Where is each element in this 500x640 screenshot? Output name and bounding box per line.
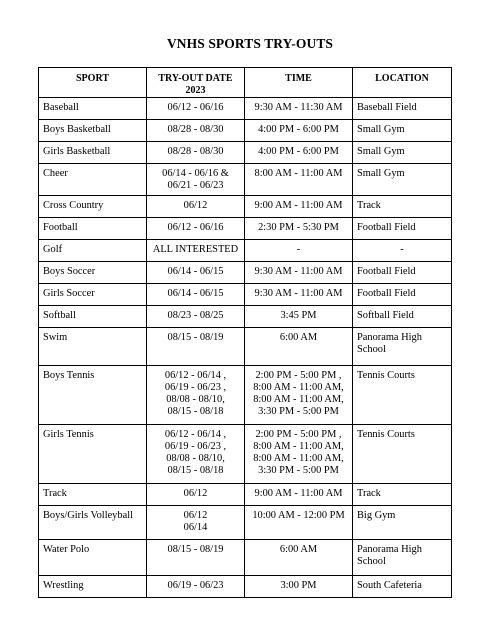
cell-time-line: - [296, 244, 301, 255]
table-header-row [39, 68, 452, 98]
table-row [39, 576, 452, 598]
cell-tryout-date-line: 06/12 [183, 200, 208, 211]
cell-tryout-date-line: ALL INTERESTED [152, 244, 239, 255]
table-row [39, 506, 452, 540]
header-date-line1: TRY-OUT DATE [158, 73, 233, 84]
cell-time [245, 218, 353, 240]
cell-tryout-date [147, 196, 245, 218]
cell-tryout-date-line: 06/21 - 06/23 [167, 180, 224, 191]
cell-time-line: 3:30 PM - 5:00 PM [258, 406, 339, 417]
cell-time [245, 164, 353, 196]
header-sport: SPORT [39, 68, 147, 98]
cell-tryout-date-line: 06/19 - 06/23 , [164, 441, 227, 452]
cell-location-line: School [357, 344, 386, 355]
cell-location [353, 284, 452, 306]
header-time: TIME [245, 68, 353, 98]
cell-time-line: 2:00 PM - 5:00 PM , [255, 429, 342, 440]
table-row [39, 120, 452, 142]
cell-tryout-date-line: 06/12 - 06/14 , [164, 370, 227, 381]
cell-location-line: Tennis Courts [357, 370, 415, 381]
cell-location [353, 506, 452, 540]
cell-location [353, 262, 452, 284]
cell-location [353, 218, 452, 240]
cell-location-line: Small Gym [357, 146, 405, 157]
cell-tryout-date [147, 120, 245, 142]
cell-tryout-date-line: 08/28 - 08/30 [167, 146, 224, 157]
cell-tryout-date-line: 08/15 - 08/18 [167, 406, 224, 417]
cell-time [245, 506, 353, 540]
cell-sport: Baseball [39, 98, 147, 120]
cell-tryout-date [147, 366, 245, 425]
cell-tryout-date-line: 06/14 [183, 522, 208, 533]
cell-location [353, 142, 452, 164]
cell-sport: Football [39, 218, 147, 240]
cell-time-line: 9:30 AM - 11:00 AM [254, 266, 343, 277]
cell-tryout-date-line: 08/08 - 08/10, [166, 453, 225, 464]
cell-tryout-date [147, 484, 245, 506]
cell-tryout-date [147, 142, 245, 164]
table-row [39, 366, 452, 425]
table-row [39, 218, 452, 240]
cell-sport: Girls Tennis [39, 425, 147, 484]
table-row [39, 240, 452, 262]
cell-sport: Water Polo [39, 540, 147, 576]
table-row [39, 425, 452, 484]
cell-location-line: - [400, 244, 404, 255]
cell-location [353, 366, 452, 425]
cell-tryout-date-line: 08/23 - 08/25 [167, 310, 224, 321]
cell-time-line: 8:00 AM - 11:00 AM, [253, 453, 344, 464]
cell-location [353, 240, 452, 262]
cell-tryout-date-line: 06/14 - 06/15 [167, 288, 224, 299]
cell-time [245, 576, 353, 598]
cell-location-line: South Cafeteria [357, 580, 422, 591]
header-location: LOCATION [353, 68, 452, 98]
cell-location [353, 425, 452, 484]
table-row [39, 284, 452, 306]
table-row [39, 142, 452, 164]
cell-location-line: Track [357, 200, 381, 211]
cell-location [353, 196, 452, 218]
cell-time-line: 9:30 AM - 11:30 AM [254, 102, 343, 113]
cell-tryout-date [147, 98, 245, 120]
cell-tryout-date [147, 262, 245, 284]
cell-location-line: Softball Field [357, 310, 414, 321]
cell-time-line: 3:30 PM - 5:00 PM [258, 465, 339, 476]
cell-time [245, 196, 353, 218]
cell-time [245, 306, 353, 328]
cell-time-line: 6:00 AM [279, 332, 318, 343]
cell-tryout-date-line: 06/12 - 06/16 [167, 102, 224, 113]
tryouts-table [38, 67, 452, 598]
cell-tryout-date-line: 08/28 - 08/30 [167, 124, 224, 135]
table-row [39, 484, 452, 506]
cell-time [245, 328, 353, 366]
table-row [39, 98, 452, 120]
cell-location-line: Small Gym [357, 124, 405, 135]
cell-time [245, 240, 353, 262]
cell-tryout-date [147, 540, 245, 576]
cell-time-line: 6:00 AM [279, 544, 318, 555]
table-row [39, 540, 452, 576]
cell-location-line: Panorama High [357, 544, 422, 555]
cell-tryout-date [147, 306, 245, 328]
cell-location-line: Football Field [357, 222, 416, 233]
cell-time-line: 10:00 AM - 12:00 PM [252, 510, 345, 521]
cell-sport: Girls Soccer [39, 284, 147, 306]
cell-sport: Boys Soccer [39, 262, 147, 284]
cell-time-line: 3:00 PM [280, 580, 317, 591]
cell-sport: Wrestling [39, 576, 147, 598]
cell-time [245, 262, 353, 284]
cell-time-line: 2:30 PM - 5:30 PM [258, 222, 339, 233]
cell-sport: Swim [39, 328, 147, 366]
cell-time [245, 366, 353, 425]
table-row [39, 328, 452, 366]
cell-tryout-date-line: 08/08 - 08/10, [166, 394, 225, 405]
cell-location [353, 120, 452, 142]
cell-tryout-date-line: 08/15 - 08/18 [167, 465, 224, 476]
cell-tryout-date [147, 328, 245, 366]
cell-time-line: 8:00 AM - 11:00 AM, [253, 441, 344, 452]
cell-location [353, 306, 452, 328]
cell-tryout-date [147, 240, 245, 262]
cell-tryout-date [147, 164, 245, 196]
cell-location-line: Baseball Field [357, 102, 417, 113]
cell-time-line: 2:00 PM - 5:00 PM , [255, 370, 342, 381]
header-date-line2: 2023 [185, 85, 206, 96]
header-tryout-date [147, 68, 245, 98]
cell-sport: Golf [39, 240, 147, 262]
cell-tryout-date [147, 284, 245, 306]
cell-location-line: Football Field [357, 288, 416, 299]
cell-tryout-date-line: 06/14 - 06/16 & [162, 168, 229, 179]
cell-sport: Track [39, 484, 147, 506]
cell-tryout-date-line: 06/12 [183, 510, 208, 521]
cell-tryout-date-line: 08/15 - 08/19 [167, 544, 224, 555]
cell-location-line: School [357, 556, 386, 567]
cell-time-line: 9:00 AM - 11:00 AM [254, 488, 343, 499]
cell-time [245, 484, 353, 506]
cell-sport: Cross Country [39, 196, 147, 218]
cell-time [245, 540, 353, 576]
cell-time [245, 425, 353, 484]
cell-tryout-date-line: 06/12 - 06/16 [167, 222, 224, 233]
cell-tryout-date-line: 06/12 [183, 488, 208, 499]
cell-location [353, 576, 452, 598]
cell-time [245, 142, 353, 164]
cell-tryout-date [147, 425, 245, 484]
cell-time-line: 9:30 AM - 11:00 AM [254, 288, 343, 299]
cell-time [245, 120, 353, 142]
table-row [39, 306, 452, 328]
cell-sport: Girls Basketball [39, 142, 147, 164]
cell-location [353, 540, 452, 576]
cell-tryout-date-line: 06/19 - 06/23 , [164, 382, 227, 393]
cell-location-line: Football Field [357, 266, 416, 277]
cell-time-line: 3:45 PM [280, 310, 317, 321]
cell-time-line: 9:00 AM - 11:00 AM [254, 200, 343, 211]
cell-location [353, 484, 452, 506]
table-row [39, 196, 452, 218]
cell-time [245, 284, 353, 306]
cell-time [245, 98, 353, 120]
cell-location-line: Panorama High [357, 332, 422, 343]
cell-location-line: Track [357, 488, 381, 499]
cell-sport: Boys/Girls Volleyball [39, 506, 147, 540]
cell-time-line: 8:00 AM - 11:00 AM, [253, 394, 344, 405]
cell-location-line: Small Gym [357, 168, 405, 179]
table-row [39, 164, 452, 196]
cell-location [353, 164, 452, 196]
cell-time-line: 4:00 PM - 6:00 PM [258, 146, 339, 157]
cell-location-line: Big Gym [357, 510, 396, 521]
table-body [39, 98, 452, 598]
cell-time-line: 8:00 AM - 11:00 AM, [253, 382, 344, 393]
cell-tryout-date [147, 576, 245, 598]
table-row [39, 262, 452, 284]
cell-sport: Cheer [39, 164, 147, 196]
cell-tryout-date-line: 08/15 - 08/19 [167, 332, 224, 343]
page-title: VNHS SPORTS TRY-OUTS [166, 36, 334, 51]
cell-tryout-date [147, 218, 245, 240]
cell-location [353, 328, 452, 366]
cell-tryout-date-line: 06/12 - 06/14 , [164, 429, 227, 440]
cell-tryout-date-line: 06/14 - 06/15 [167, 266, 224, 277]
cell-tryout-date-line: 06/19 - 06/23 [167, 580, 224, 591]
cell-location [353, 98, 452, 120]
cell-sport: Softball [39, 306, 147, 328]
cell-time-line: 4:00 PM - 6:00 PM [258, 124, 339, 135]
cell-sport: Boys Basketball [39, 120, 147, 142]
cell-sport: Boys Tennis [39, 366, 147, 425]
cell-location-line: Tennis Courts [357, 429, 415, 440]
cell-time-line: 8:00 AM - 11:00 AM [254, 168, 343, 179]
cell-tryout-date [147, 506, 245, 540]
